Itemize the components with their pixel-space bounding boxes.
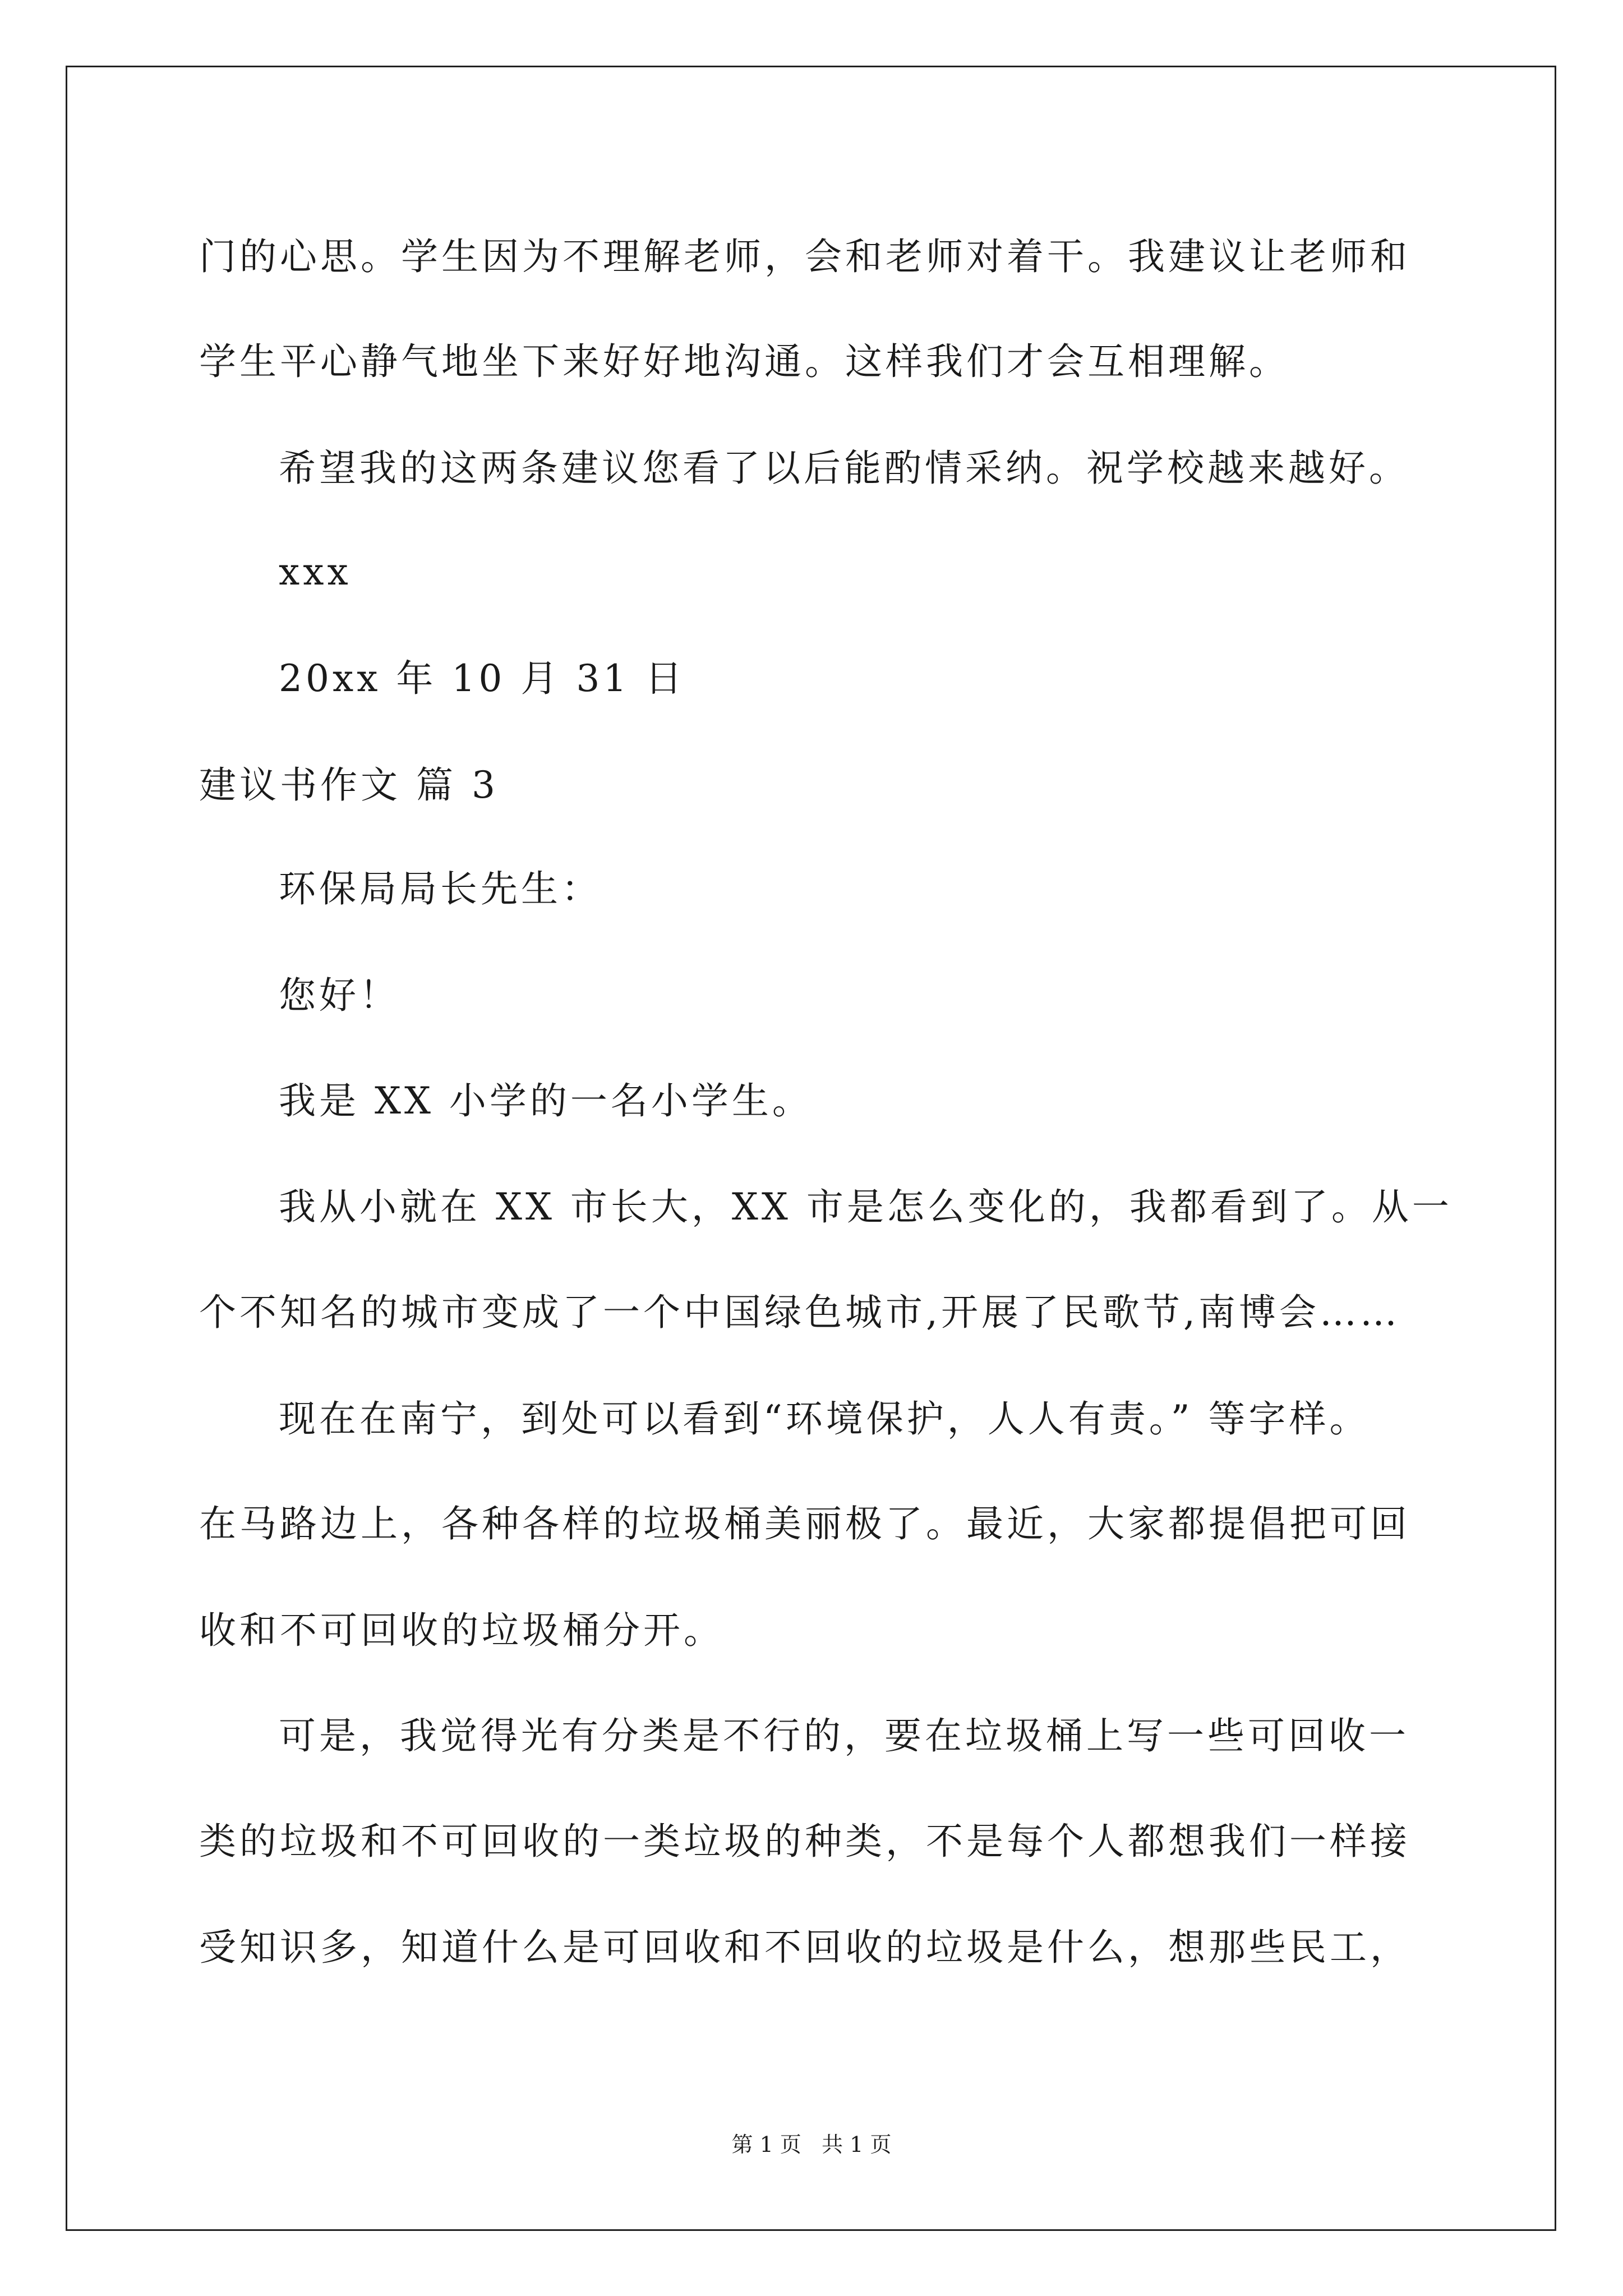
text-line: 个不知名的城市变成了一个中国绿色城市,开展了民歌节,南博会…… xyxy=(199,1291,1400,1334)
text-line: 在马路边上，各种各样的垃圾桶美丽极了。最近，大家都提倡把可回 xyxy=(199,1502,1410,1545)
text-line: 希望我的这两条建议您看了以后能酌情采纳。祝学校越来越好。 xyxy=(279,447,1409,490)
page-border xyxy=(66,66,1556,2231)
text-line: 类的垃圾和不可回收的一类垃圾的种类，不是每个人都想我们一样接 xyxy=(199,1820,1410,1863)
text-line: 现在在南宁，到处可以看到“环境保护，人人有责。” 等字样。 xyxy=(279,1397,1370,1441)
text-line: 收和不可回收的垃圾桶分开。 xyxy=(199,1609,724,1652)
signature: xxx xyxy=(279,550,352,593)
text-line: 受知识多，知道什么是可回收和不回收的垃圾是什么，想那些民工， xyxy=(199,1926,1410,1969)
salutation: 环保局局长先生： xyxy=(279,867,602,910)
text-line: 我从小就在 XX 市长大，XX 市是怎么变化的，我都看到了。从一 xyxy=(279,1185,1453,1228)
text-line: 学生平心静气地坐下来好好地沟通。这样我们才会互相理解。 xyxy=(199,340,1289,383)
section-heading: 建议书作文 篇 3 xyxy=(199,763,499,807)
text-line: 可是，我觉得光有分类是不行的，要在垃圾桶上写一些可回收一 xyxy=(279,1714,1409,1757)
date-line: 20xx 年 10 月 31 日 xyxy=(279,657,686,700)
text-line: 我是 XX 小学的一名小学生。 xyxy=(279,1079,813,1122)
page-footer: 第 1 页 共 1 页 xyxy=(731,2132,892,2157)
greeting: 您好！ xyxy=(279,974,400,1017)
text-line: 门的心思。学生因为不理解老师，会和老师对着干。我建议让老师和 xyxy=(199,235,1410,278)
